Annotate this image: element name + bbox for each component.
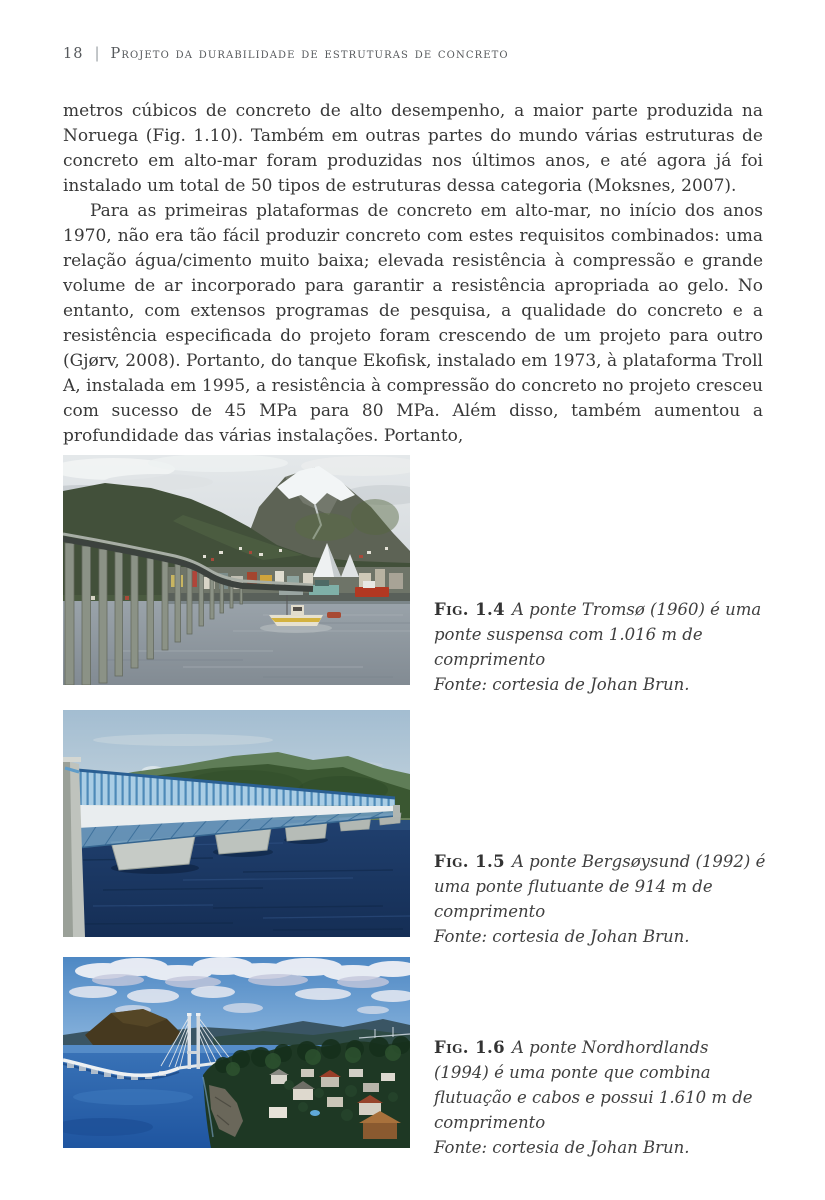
figure-1-5-caption [434, 849, 766, 949]
figure-label: Fig. 1.5 [434, 852, 505, 871]
tromso-bridge-illustration [63, 455, 410, 685]
body-text-block [63, 99, 763, 449]
figure-1-4 [63, 455, 766, 694]
running-title: Projeto da durabilidade de estruturas de concreto [110, 46, 509, 62]
figure-1-5-photo [63, 710, 410, 937]
figure-1-6-caption [434, 1035, 766, 1160]
figure-1-4-photo [63, 455, 410, 685]
figure-label: Fig. 1.6 [434, 1038, 505, 1057]
figure-source: Fonte: cortesia de Johan Brun. [434, 675, 690, 694]
figure-description: A ponte Tromsø (1960) é uma ponte suspensa com 1.016 m de comprimento [434, 600, 762, 669]
paragraph-1: metros cúbicos de concreto de alto desempenho, a maior parte produzida na Noruega (Fig. 1.10). Também em outras partes do mundo várias estruturas de concreto em alto-mar foram produzidas nos últimos anos, e até agora já foi instalado um total de 50 tipos de estruturas dessa categoria (Moksnes, 2007). [63, 101, 763, 196]
figure-1-4-caption [434, 597, 766, 697]
figure-1-6-photo [63, 957, 410, 1148]
figure-description: A ponte Bergsøysund (1992) é uma ponte flutuante de 914 m de comprimento [434, 852, 766, 921]
figure-source: Fonte: cortesia de Johan Brun. [434, 1138, 690, 1157]
figure-description: A ponte Nordhordlands (1994) é uma ponte que combina flutuação e cabos e possui 1.610 m de comprimento [434, 1038, 753, 1132]
paragraph-2: Para as primeiras plataformas de concreto em alto-mar, no início dos anos 1970, não era tão fácil produzir concreto com estes requisitos combinados: uma relação água/cimento muito baixa; elevada resistência à compressão e grande volume de ar incorporado para garantir a resistência apropriada ao gelo. No entanto, com extensos programas de pesquisa, a qualidade do concreto e a resistência especificada do projeto foram crescendo de um projeto para outro (Gjørv, 2008). Portanto, do tanque Ekofisk, instalado em 1973, à plataforma Troll A, instalada em 1995, a resistência à compressão do concreto no projeto cresceu com sucesso de 45 MPa para 80 MPa. Além disso, também aumentou a profundidade das várias instalações. Portanto, [63, 201, 763, 446]
nordhordland-bridge-illustration [63, 957, 410, 1148]
bergsoysund-bridge-illustration [63, 710, 410, 937]
header-separator: | [94, 44, 100, 62]
figure-source: Fonte: cortesia de Johan Brun. [434, 927, 690, 946]
figure-1-5 [63, 710, 766, 946]
page-number: 18 [63, 46, 84, 62]
figure-1-6 [63, 957, 766, 1157]
figure-label: Fig. 1.4 [434, 600, 505, 619]
running-head [63, 44, 509, 62]
